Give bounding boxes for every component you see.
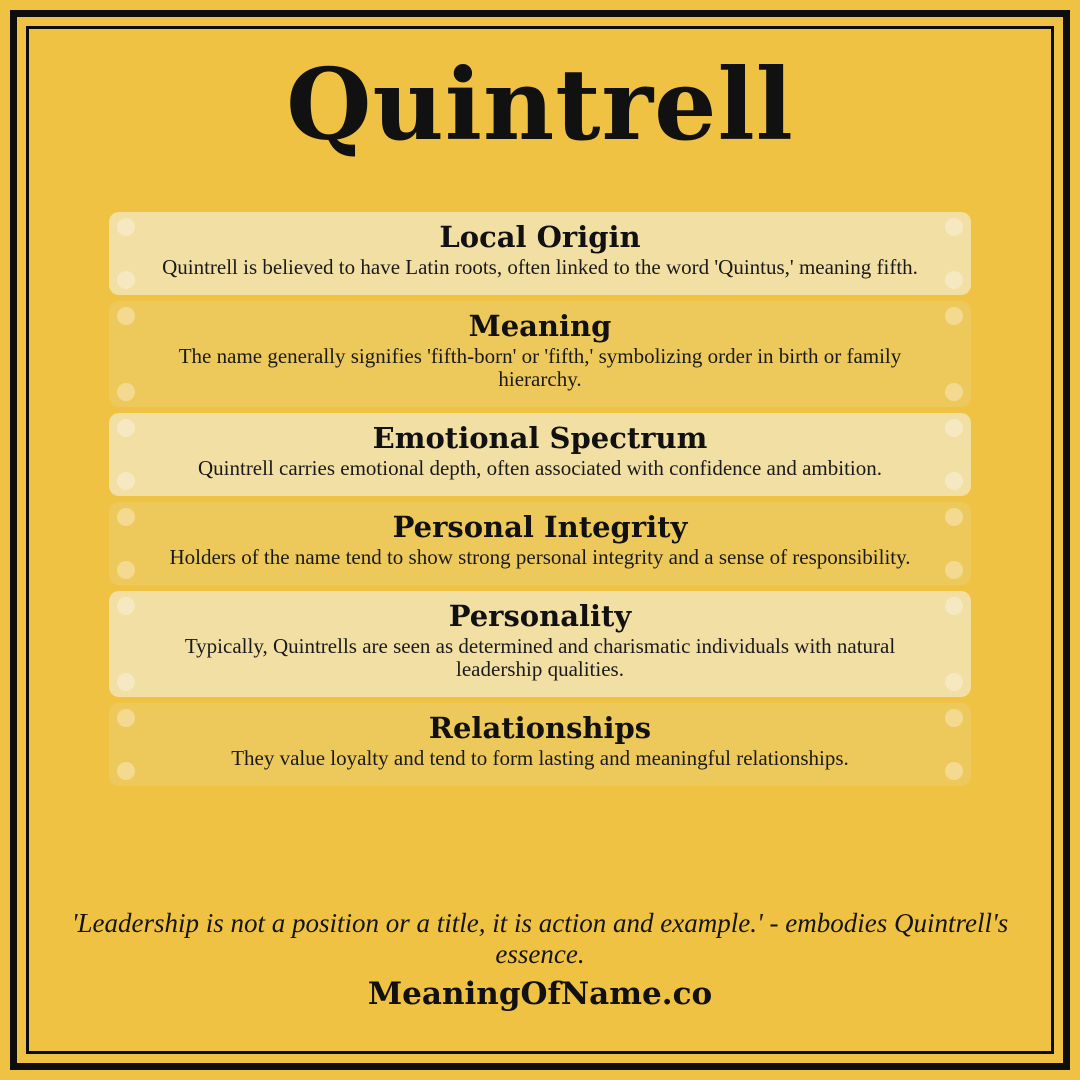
card-pin-bottom-left-icon (117, 383, 135, 401)
card-pin-bottom-left-icon (117, 762, 135, 780)
section-body: Holders of the name tend to show strong personal integrity and a sense of responsibility. (169, 544, 911, 569)
section-card-relationships (109, 703, 971, 786)
card-pin-bottom-left-icon (117, 673, 135, 691)
section-body: Quintrell is believed to have Latin roots, often linked to the word 'Quintus,' meaning fifth. (162, 254, 918, 279)
card-pin-bottom-right-icon (945, 383, 963, 401)
section-card-local-origin (109, 212, 971, 295)
page-title: Quintrell (286, 48, 794, 163)
section-heading: Meaning (468, 308, 612, 343)
card-pin-bottom-right-icon (945, 561, 963, 579)
section-card-emotional-spectrum (109, 413, 971, 496)
section-list (32, 212, 1048, 786)
section-body: The name generally signifies 'fifth-born' or 'fifth,' symbolizing order in birth or family hierarchy. (178, 343, 902, 391)
section-card-personal-integrity (109, 502, 971, 585)
card-pin-bottom-right-icon (945, 271, 963, 289)
section-card-personality (109, 591, 971, 697)
section-heading: Relationships (428, 710, 652, 745)
card-pin-bottom-left-icon (117, 561, 135, 579)
poster-content (32, 32, 1048, 1048)
card-pin-bottom-right-icon (945, 762, 963, 780)
footer-brand: MeaningOfName.co (367, 976, 713, 1012)
section-body: Typically, Quintrells are seen as determined and charismatic individuals with natural leadership qualities. (184, 633, 896, 681)
section-body: They value loyalty and tend to form lasting and meaningful relationships. (231, 745, 849, 770)
section-body: Quintrell carries emotional depth, often associated with confidence and ambition. (197, 455, 883, 480)
section-heading: Personality (448, 598, 632, 633)
section-heading: Emotional Spectrum (372, 420, 708, 455)
card-pin-bottom-left-icon (117, 472, 135, 490)
section-heading: Local Origin (439, 219, 641, 254)
section-card-meaning (109, 301, 971, 407)
footer-quote: 'Leadership is not a position or a title, it is action and example.' - embodies Quintrell's essence. (71, 907, 1009, 969)
card-pin-bottom-right-icon (945, 673, 963, 691)
footer (70, 908, 1010, 1012)
section-heading: Personal Integrity (392, 509, 688, 544)
card-pin-bottom-right-icon (945, 472, 963, 490)
card-pin-bottom-left-icon (117, 271, 135, 289)
